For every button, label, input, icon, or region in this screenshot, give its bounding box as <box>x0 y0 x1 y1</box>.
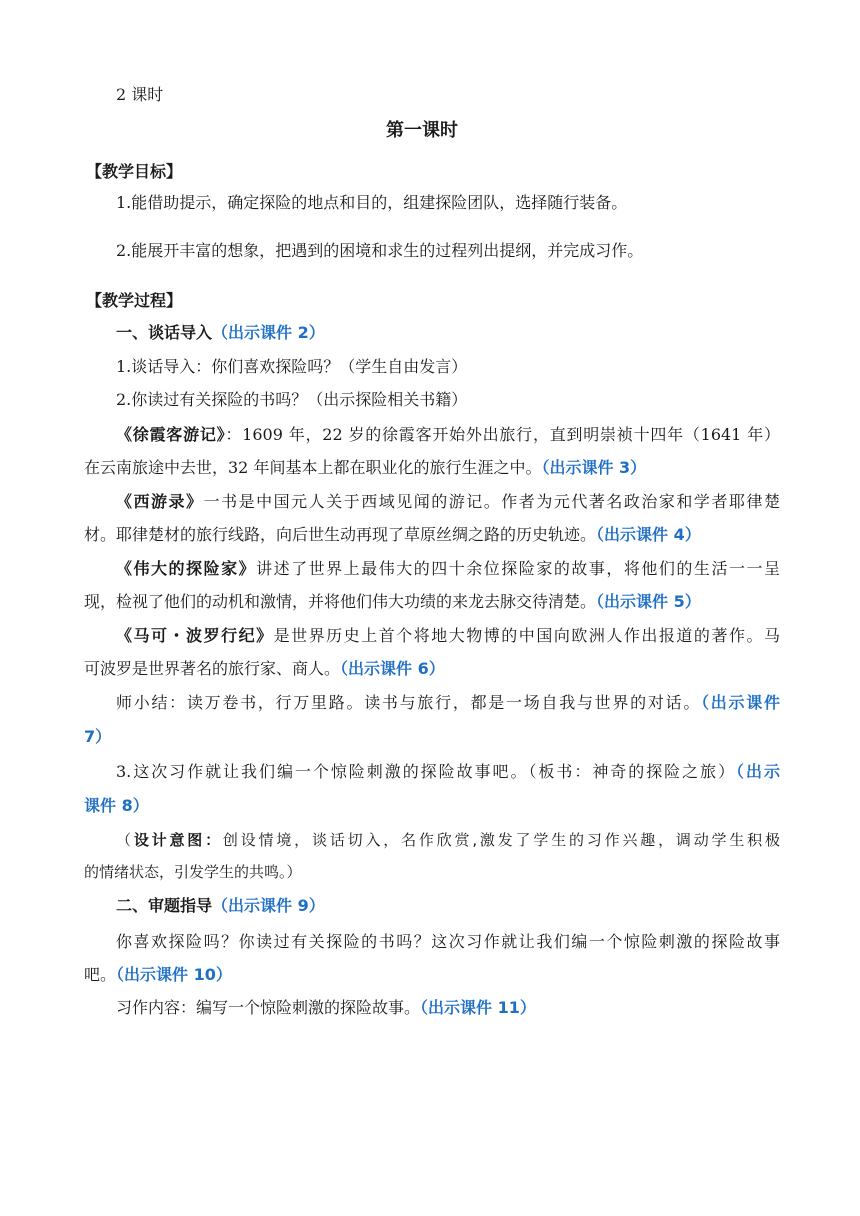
part2-paragraph-line2: 吧。（出示课件 10） <box>84 965 232 984</box>
part2-paragraph-line1: 你喜欢探险吗？你读过有关探险的书吗？这次习作就让我们编一个惊险刺激的探险故事 <box>116 932 780 951</box>
book-title: 《马可・波罗行纪》 <box>116 626 274 645</box>
design-intent-line2: 的情绪状态，引发学生的共鸣。） <box>84 863 302 881</box>
part2-title: 二、审题指导 <box>116 896 213 915</box>
book-xuxiake-line1: 《徐霞客游记》：1609 年，22 岁的徐霞客开始外出旅行，直到明崇祯十四年（1641 年） <box>116 425 780 444</box>
book-explorers-line1: 《伟大的探险家》讲述了世界上最伟大的四十余位探险家的故事，将他们的生活一一呈 <box>116 559 780 578</box>
courseware-ref[interactable]: （出示课件 3） <box>541 458 647 477</box>
book-marcopolo-line2: 可波罗是世界著名的旅行家、商人。（出示课件 6） <box>84 659 445 678</box>
book-title: 《徐霞客游记》 <box>116 425 226 444</box>
book-title: 《伟大的探险家》 <box>116 559 257 578</box>
book-xiyoulu-line2: 材。耶律楚材的旅行线路，向后世生动再现了草原丝绸之路的历史轨迹。（出示课件 4） <box>84 525 701 544</box>
design-intent-line1: （设计意图：创设情境，谈话切入，名作欣赏,激发了学生的习作兴趣，调动学生积极 <box>116 831 780 849</box>
courseware-ref[interactable]: （出示课件 4） <box>596 525 701 544</box>
step-3-line1: 3.这次习作就让我们编一个惊险刺激的探险故事吧。（板书：神奇的探险之旅）（出示 <box>116 762 780 781</box>
lesson-count: 2 课时 <box>116 85 164 104</box>
part2-heading <box>116 896 325 916</box>
courseware-ref[interactable]: （出示课件 11） <box>420 998 536 1017</box>
courseware-ref[interactable]: （出示 <box>736 762 780 781</box>
courseware-ref[interactable]: 7） <box>84 727 112 746</box>
goal-item-2: 2.能展开丰富的想象，把遇到的困境和求生的过程列出提纲，并完成习作。 <box>116 241 644 260</box>
book-xiyoulu-line1: 《西游录》一书是中国元人关于西域见闻的游记。作者为元代著名政治家和学者耶律楚 <box>116 492 780 511</box>
goal-item-1: 1.能借助提示，确定探险的地点和目的，组建探险团队，选择随行装备。 <box>116 193 628 212</box>
courseware-ref[interactable]: 课件 8） <box>84 796 149 815</box>
book-marcopolo-line1: 《马可・波罗行纪》是世界历史上首个将地大物博的中国向欧洲人作出报道的著作。马 <box>116 626 780 645</box>
part1-heading <box>116 323 325 343</box>
design-intent-label: 设计意图： <box>133 831 223 849</box>
courseware-ref[interactable]: （出示课件 <box>701 693 780 712</box>
courseware-ref[interactable]: （出示课件 5） <box>596 592 701 611</box>
courseware-ref[interactable]: （出示课件 2） <box>212 323 325 342</box>
courseware-ref[interactable]: （出示课件 6） <box>340 659 445 678</box>
teacher-summary-line1: 师小结：读万卷书，行万里路。读书与旅行，都是一场自我与世界的对话。（出示课件 <box>116 693 780 712</box>
courseware-ref[interactable]: （出示课件 9） <box>212 896 325 915</box>
goals-heading: 【教学目标】 <box>86 162 183 181</box>
part1-title: 一、谈话导入 <box>116 323 213 342</box>
courseware-ref[interactable]: （出示课件 10） <box>116 965 232 984</box>
step-2: 2.你读过有关探险的书吗？（出示探险相关书籍） <box>116 390 468 409</box>
lesson-title: 第一课时 <box>386 120 458 141</box>
step-1: 1.谈话导入：你们喜欢探险吗？（学生自由发言） <box>116 357 468 376</box>
book-title: 《西游录》 <box>116 492 204 511</box>
book-xuxiake-line2: 在云南旅途中去世，32 年间基本上都在职业化的旅行生涯之中。（出示课件 3） <box>84 458 647 477</box>
book-explorers-line2: 现，检视了他们的动机和激情，并将他们伟大功绩的来龙去脉交待清楚。（出示课件 5） <box>84 592 701 611</box>
writing-content: 习作内容：编写一个惊险刺激的探险故事。（出示课件 11） <box>116 998 536 1017</box>
process-heading: 【教学过程】 <box>86 291 183 310</box>
